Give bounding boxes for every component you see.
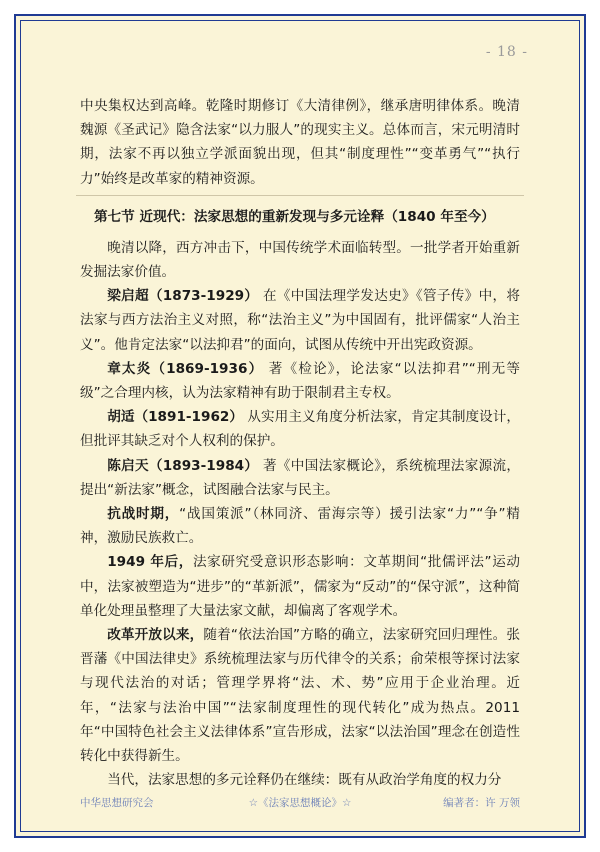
footer-organization: 中华思想研究会 (80, 797, 154, 809)
section-divider (76, 195, 524, 196)
page-number: - 18 - (485, 44, 528, 60)
entry-liang-qichao (80, 284, 520, 357)
entry-lead: 梁启超（1873-1929） (107, 288, 259, 305)
footer-author: 编著者：许 万领 (443, 797, 520, 809)
entry-text: 著《中国法家概论》，系统梳理法家源流，提出“新法家”概念，试图融合法家与民主。 (80, 457, 521, 498)
footer (0, 795, 600, 815)
entry-lead: 陈启天（1893-1984） (107, 457, 259, 474)
section-title: 第七节 近现代：法家思想的重新发现与多元诠释（1840 年至今） (94, 208, 495, 225)
entry-text: 随着“依法治国”方略的确立，法家研究回归理性。张晋藩《中国法律史》系统梳理法家与历代律令的关系；俞荣根等探讨法家与现代法治的对话；管理学界将“法、术、势”应用于企业治理。近年，“法家与法治中国”“法家制度理性的现代转化”成为热点。2011 年“中国特色社会主义法律体系”宣告形成，法家“以法治国”理念在创造性转化中获得新生。 (80, 627, 521, 765)
intro-paragraph: 中央集权达到高峰。乾隆时期修订《大清律例》，继承唐明律体系。晚清魏源《圣武记》隐含法家“以力服人”的现实主义。总体而言，宋元明清时期，法家不再以独立学派面貌出现，但其“制度理性”“变革勇气”“执行力”始终是改革家的精神资源。 (80, 98, 520, 187)
entry-text: 在《中国法理学发达史》《管子传》中，将法家与西方法治主义对照，称“法治主义”为中国固有，批评儒家“人治主义”。他肯定法家“以法抑君”的面向，试图从传统中开出宪政资源。 (80, 288, 521, 353)
main-content (80, 94, 520, 792)
entry-lead: 改革开放以来， (107, 627, 204, 644)
entry-lead: 抗战时期， (107, 506, 180, 523)
entry-chen-qitian (80, 454, 520, 502)
entry-reform-era (80, 623, 520, 768)
entry-hu-shi (80, 405, 520, 453)
entry-text: 从实用主义角度分析法家，肯定其制度设计，但批评其缺乏对个人权利的保护。 (80, 409, 520, 450)
section-closing: 当代，法家思想的多元诠释仍在继续：既有从政治学角度的权力分 (107, 772, 502, 789)
entry-lead: 章太炎（1869-1936） (107, 360, 264, 377)
entry-wartime (80, 502, 520, 550)
entry-zhang-taiyan (80, 357, 520, 405)
entry-post-1949 (80, 550, 520, 623)
footer-book-title: ☆《法家思想概论》☆ (248, 797, 352, 809)
entry-lead: 胡适（1891-1962） (107, 409, 244, 426)
entry-text: “战国策派”（林同济、雷海宗等）援引法家“力”“争”精神，激励民族救亡。 (80, 506, 520, 547)
entry-lead: 1949 年后， (107, 554, 193, 571)
entry-text: 法家研究受意识形态影响：文革期间“批儒评法”运动中，法家被塑造为“进步”的“革新派”，儒家为“反动”的“保守派”，这种简单化处理虽整理了大量法家文献，却偏离了客观学术。 (80, 554, 520, 619)
section-opening: 晚清以降，西方冲击下，中国传统学术面临转型。一批学者开始重新发掘法家价值。 (80, 239, 520, 281)
entry-text: 著《检论》，论法家“以法抑君”“刑无等级”之合理内核，认为法家精神有助于限制君主专权。 (80, 360, 520, 402)
